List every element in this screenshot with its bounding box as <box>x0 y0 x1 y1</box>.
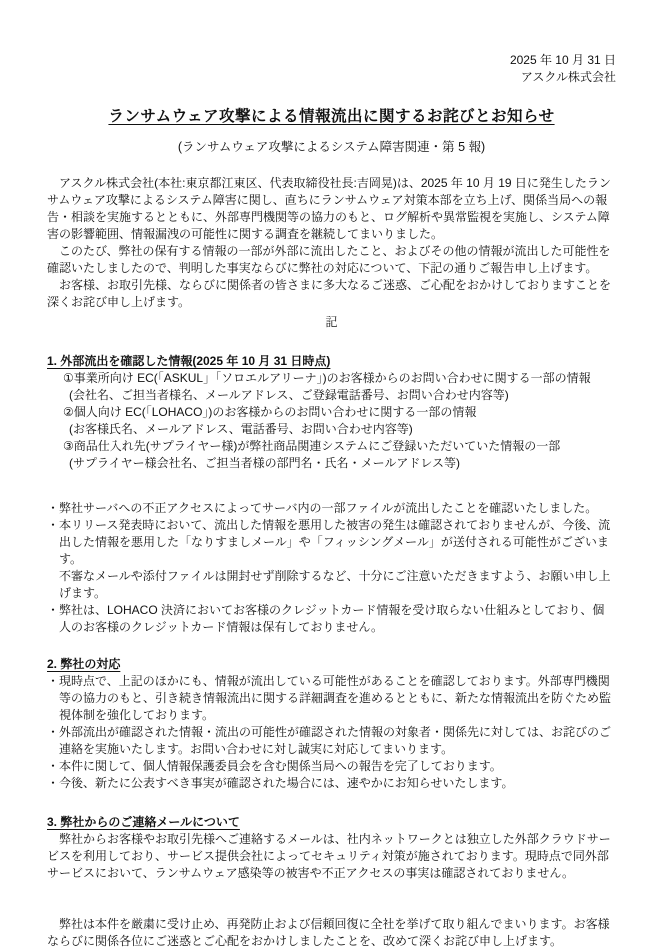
section-1-bullet-2: ・本リリース発表時において、流出した情報を悪用した被害の発生は確認されておりませんが、今後、流出した情報を悪用した「なりすましメール」や「フィッシングメール」が送付される可能性がございます。 <box>47 518 611 566</box>
intro-paragraph-1: アスクル株式会社(本社:東京都江東区、代表取締役社長:吉岡晃)は、2025 年 10 月 19 日に発生したランサムウェア攻撃によるシステム障害に関し、直ちにランサムウェア対策本部を立ち上げ、関係当局への報告・相談を実施するとともに、外部専門機関等の協力のもと、ログ解析や異常監視を実施し、システム障害の影響範囲、情報漏洩の可能性に関する調査を継続してまいりました。 <box>47 176 611 241</box>
section-1-item-1: ①事業所向け EC(「ASKUL」「ソロエルアリーナ」)のお客様からのお問い合わせに関する一部の情報 <box>63 371 591 385</box>
blank-line <box>47 472 616 500</box>
section-1-bullet-3: ・弊社は、LOHACO 決済においてお客様のクレジットカード情報を受け取らない仕組みとしており、個人のお客様のクレジットカード情報は保有しておりません。 <box>47 603 605 634</box>
section-2-heading: 2. 弊社の対応 <box>47 657 121 671</box>
intro-paragraph-2: このたび、弊社の保有する情報の一部が外部に流出したこと、およびその他の情報が流出した可能性を確認いたしましたので、判明した事実ならびに弊社の対応について、下記の通りご報告申し上げます。 <box>47 244 611 275</box>
intro-block <box>47 175 616 311</box>
section-1-bullet-1: ・弊社サーバへの不正アクセスによってサーバ内の一部ファイルが流出したことを確認いたしました。 <box>47 501 598 515</box>
closing-paragraph: 弊社は本件を厳粛に受け止め、再発防止および信頼回復に全社を挙げて取り組んでまいります。お客様ならびに関係各位にご迷惑とご心配をおかけしましたことを、改めて深くお詫び申し上げます。 <box>47 917 610 948</box>
section-2-bullet-1: ・現時点で、上記のほかにも、情報が流出している可能性があることを確認しております。外部専門機関等の協力のもと、引き続き情報流出に関する詳細調査を進めるとともに、新たな情報流出を防ぐため監視体制を強化しております。 <box>47 674 612 722</box>
document-title <box>47 106 616 128</box>
section-1-item-1-detail: (会社名、ご担当者様名、メールアドレス、ご登録電話番号、お問い合わせ内容等) <box>69 388 509 402</box>
date-line: 2025 年 10 月 31 日 <box>509 53 616 67</box>
section-1-item-2-detail: (お客様氏名、メールアドレス、電話番号、お問い合わせ内容等) <box>69 422 413 436</box>
section-1-bullet-2-note: 不審なメールや添付ファイルは開封せず削除するなど、十分にご注意いただきますよう、お願い申し上げます。 <box>59 569 611 600</box>
document-subtitle: (ランサムウェア攻撃によるシステム障害関連・第 5 報) <box>177 140 486 154</box>
intro-paragraph-3: お客様、お取引先様、ならびに関係者の皆さまに多大なるご迷惑、ご心配をおかけしておりますことを深くお詫び申し上げます。 <box>47 278 612 309</box>
section-2-bullet-4: ・今後、新たに公表すべき事実が確認された場合には、速やかにお知らせいたします。 <box>47 776 514 790</box>
section-1-item-2: ②個人向け EC(「LOHACO」)のお客様からのお問い合わせに関する一部の情報 <box>63 405 477 419</box>
section-1-heading: 1. 外部流出を確認した情報(2025 年 10 月 31 日時点) <box>47 354 331 368</box>
section-2-bullet-2: ・外部流出が確認された情報・流出の可能性が確認された情報の対象者・関係先に対しては、お詫びのご連絡を実施いたします。お問い合わせに対し誠実に対応してまいります。 <box>47 725 612 756</box>
document-title-text: ランサムウェア攻撃による情報流出に関するお詫びとお知らせ <box>108 108 555 125</box>
document-header <box>47 52 616 86</box>
section-1-item-3-detail: (サプライヤー様会社名、ご担当者様の部門名・氏名・メールアドレス等) <box>69 456 461 470</box>
section-3-heading: 3. 弊社からのご連絡メールについて <box>47 815 240 829</box>
record-mark: 記 <box>325 315 338 329</box>
section-2-bullet-3: ・本件に関して、個人情報保護委員会を含む関係当局への報告を完了しております。 <box>47 759 502 773</box>
section-3-body: 弊社からお客様やお取引先様へご連絡するメールは、社内ネットワークとは独立した外部クラウドサービスを利用しており、サービス提供会社によってセキュリティ対策が施されております。現時点で同外部サービスにおいて、ランサムウェア感染等の被害や不正アクセスの事実は確認されておりません。 <box>47 832 611 880</box>
company-line: アスクル株式会社 <box>520 70 616 84</box>
section-1-item-3: ③商品仕入れ先(サプライヤー様)が弊社商品関連システムにご登録いただいていた情報の一部 <box>63 439 561 453</box>
